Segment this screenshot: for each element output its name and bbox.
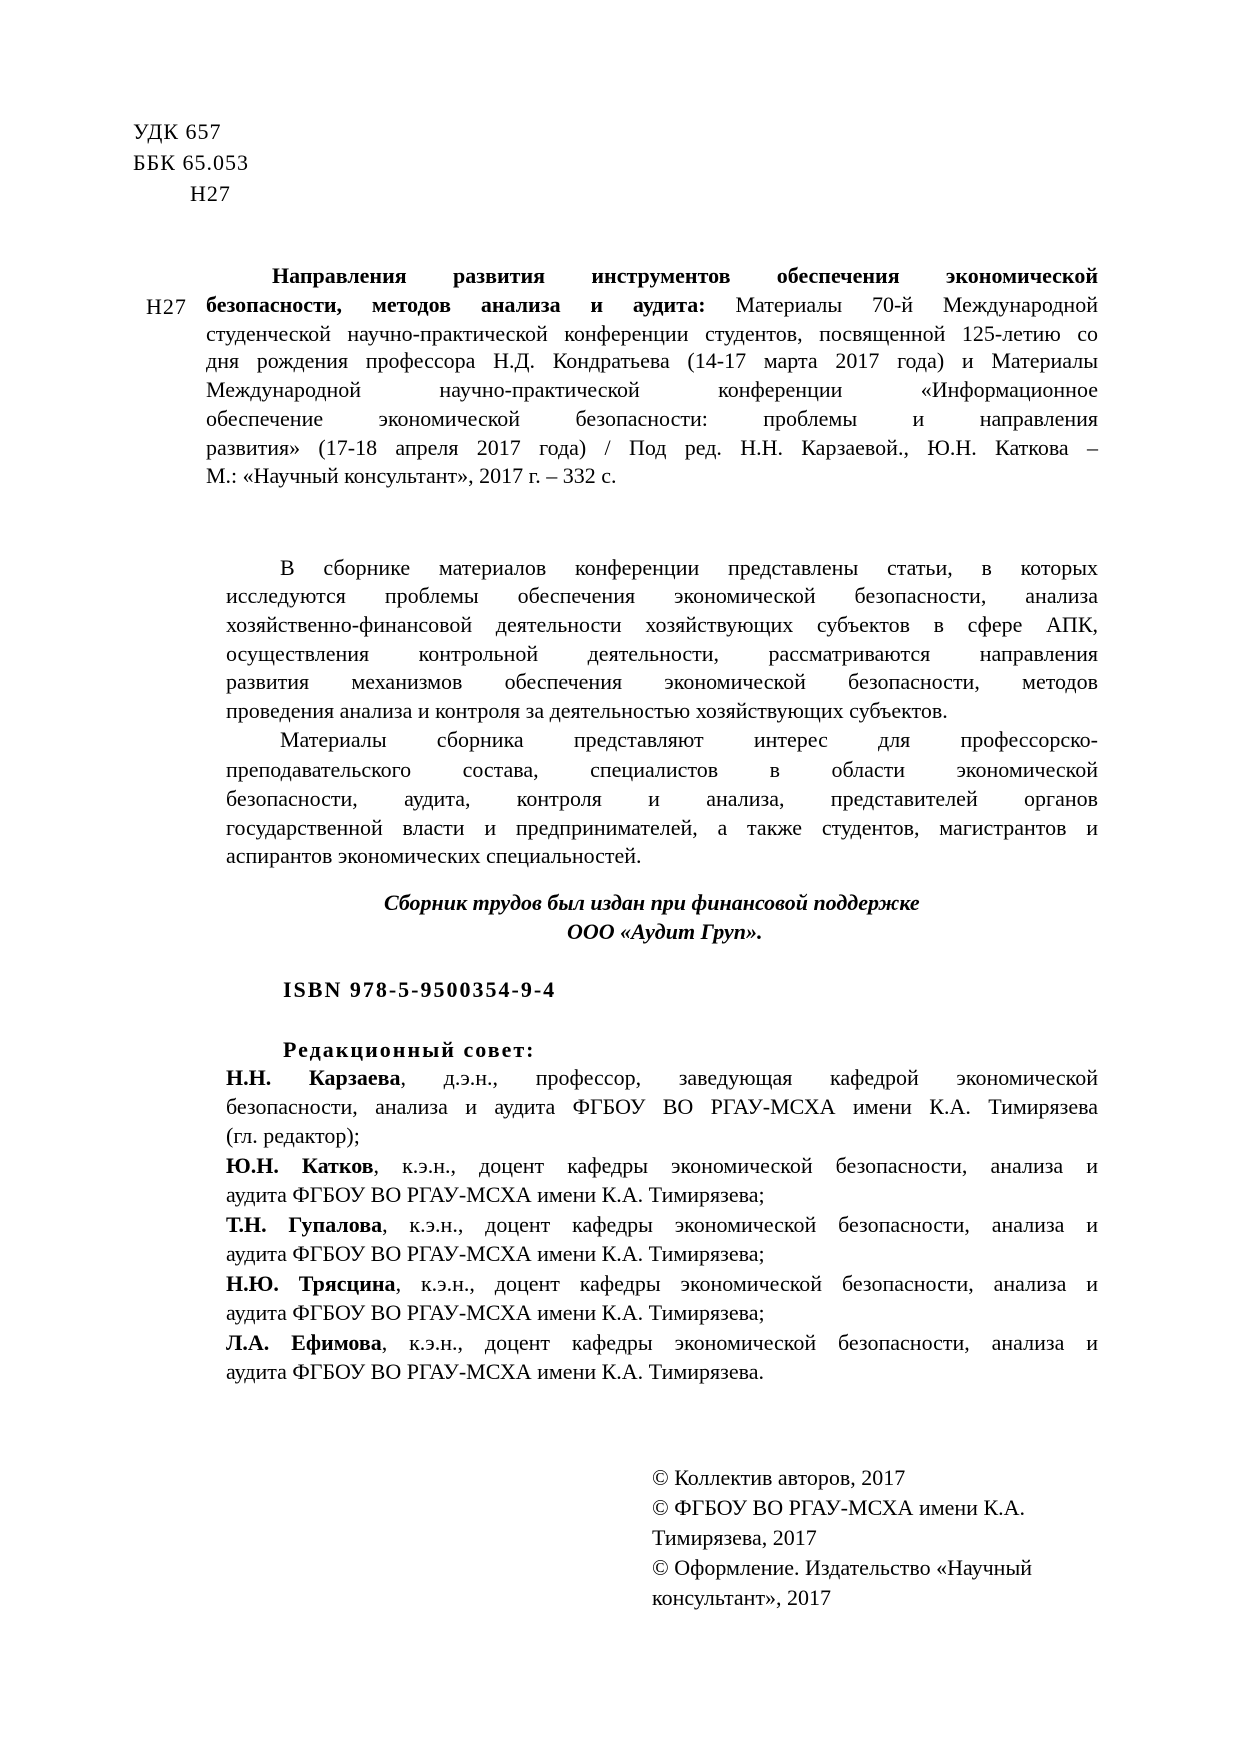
sponsor-line-1: Сборник трудов был издан при финансовой поддержке: [384, 890, 920, 915]
board-line: [226, 1181, 765, 1209]
abstract-line: Материалы сборника представляют интерес для профессорско-: [280, 727, 1098, 752]
copyright-line: © ФГБОУ ВО РГАУ-МСХА имени К.А.: [652, 1495, 1026, 1520]
board-line-text: , к.э.н., доцент кафедры экономической безопасности, анализа и: [395, 1271, 1098, 1296]
abstract-line: исследуются проблемы обеспечения экономической безопасности, анализа: [226, 583, 1098, 608]
citation-line: [206, 320, 1098, 348]
citation-line: [206, 291, 1098, 319]
citation-line-text: развития» (17-18 апреля 2017 года) / Под ред. Н.Н. Карзаевой., Ю.Н. Каткова –: [206, 435, 1098, 460]
abstract-line: развития механизмов обеспечения экономической безопасности, методов: [226, 669, 1098, 694]
abstract-line: проведения анализа и контроля за деятельностью хозяйствующих субъектов.: [226, 698, 948, 723]
abstract-line: преподавательского состава, специалистов в области экономической: [226, 757, 1098, 782]
board-line: [226, 1122, 360, 1150]
board-line: [226, 1211, 1098, 1239]
citation-block: [0, 0, 1241, 520]
citation-line: [206, 462, 616, 490]
citation-line: [206, 405, 1098, 433]
citation-line-text: Материалы 70-й Международной: [705, 292, 1098, 317]
board-line-text: , к.э.н., доцент кафедры экономической безопасности, анализа и: [382, 1212, 1098, 1237]
abstract-line: государственной власти и предпринимателей, а также студентов, магистрантов и: [226, 815, 1098, 840]
citation-line-bold: Направления развития инструментов обеспечения экономической: [272, 263, 1098, 288]
board-line-bold: Л.А. Ефимова: [226, 1330, 382, 1355]
citation-line: [206, 376, 1098, 404]
board-line-text: , к.э.н., доцент кафедры экономической безопасности, анализа и: [381, 1330, 1098, 1355]
board-line-text: аудита ФГБОУ ВО РГАУ-МСХА имени К.А. Тимирязева;: [226, 1182, 765, 1207]
citation-line-bold: безопасности, методов анализа и аудита:: [206, 292, 706, 317]
board-line-text: , к.э.н., доцент кафедры экономической безопасности, анализа и: [373, 1153, 1098, 1178]
board-line-bold: Н.Н. Карзаева: [226, 1065, 401, 1090]
citation-line: [206, 347, 1098, 375]
board-line-text: аудита ФГБОУ ВО РГАУ-МСХА имени К.А. Тимирязева;: [226, 1241, 765, 1266]
board-line-text: (гл. редактор);: [226, 1123, 360, 1148]
citation-line: [272, 262, 1098, 290]
copyright-line: © Оформление. Издательство «Научный: [652, 1555, 1033, 1580]
abstract-line: аспирантов экономических специальностей.: [226, 843, 642, 868]
board-line: [226, 1270, 1098, 1298]
abstract-line: хозяйственно-финансовой деятельности хозяйствующих субъектов в сфере АПК,: [226, 612, 1098, 637]
isbn: ISBN 978-5-9500354-9-4: [283, 977, 557, 1002]
board-line-bold: Ю.Н. Катков: [226, 1153, 374, 1178]
board-line: [226, 1240, 765, 1268]
citation-line-text: Международной научно-практической конференции «Информационное: [206, 377, 1098, 402]
board-line-bold: Т.Н. Гупалова: [226, 1212, 383, 1237]
board-line: [226, 1329, 1098, 1357]
abstract-line: безопасности, аудита, контроля и анализа, представителей органов: [226, 786, 1098, 811]
abstract-line: В сборнике материалов конференции представлены статьи, в которых: [280, 555, 1098, 580]
board-line: [226, 1358, 764, 1386]
board-line-text: аудита ФГБОУ ВО РГАУ-МСХА имени К.А. Тимирязева;: [226, 1300, 765, 1325]
citation-line-text: студенческой научно-практической конференции студентов, посвященной 125-летию со: [206, 321, 1098, 346]
sponsor-line-2: ООО «Аудит Груп».: [567, 919, 763, 944]
editorial-board-heading: Редакционный совет:: [283, 1037, 536, 1062]
copyright-line: консультант», 2017: [652, 1585, 832, 1610]
bbk-code: ББК 65.053: [133, 150, 249, 175]
udk-code: УДК 657: [133, 119, 222, 144]
board-line: [226, 1093, 1098, 1121]
abstract-line: осуществления контрольной деятельности, рассматриваются направления: [226, 641, 1098, 666]
citation-line-text: обеспечение экономической безопасности: проблемы и направления: [206, 406, 1098, 431]
board-line-text: безопасности, анализа и аудита ФГБОУ ВО РГАУ-МСХА имени К.А. Тимирязева: [226, 1094, 1098, 1119]
board-line-text: , д.э.н., профессор, заведующая кафедрой экономической: [400, 1065, 1098, 1090]
citation-line: [206, 434, 1098, 462]
board-line: [226, 1064, 1098, 1092]
citation-side-mark: Н27: [146, 294, 187, 319]
citation-line-text: дня рождения профессора Н.Д. Кондратьева (14-17 марта 2017 года) и Материалы: [206, 348, 1098, 373]
citation-line-text: М.: «Научный консультант», 2017 г. – 332 с.: [206, 463, 617, 488]
board-line-bold: Н.Ю. Трясцина: [226, 1271, 396, 1296]
board-line: [226, 1299, 765, 1327]
copyright-line: Тимирязева, 2017: [652, 1525, 817, 1550]
author-mark: Н27: [190, 181, 231, 206]
board-line-text: аудита ФГБОУ ВО РГАУ-МСХА имени К.А. Тимирязева.: [226, 1359, 764, 1384]
copyright-line: © Коллектив авторов, 2017: [652, 1465, 906, 1490]
board-line: [226, 1152, 1098, 1180]
